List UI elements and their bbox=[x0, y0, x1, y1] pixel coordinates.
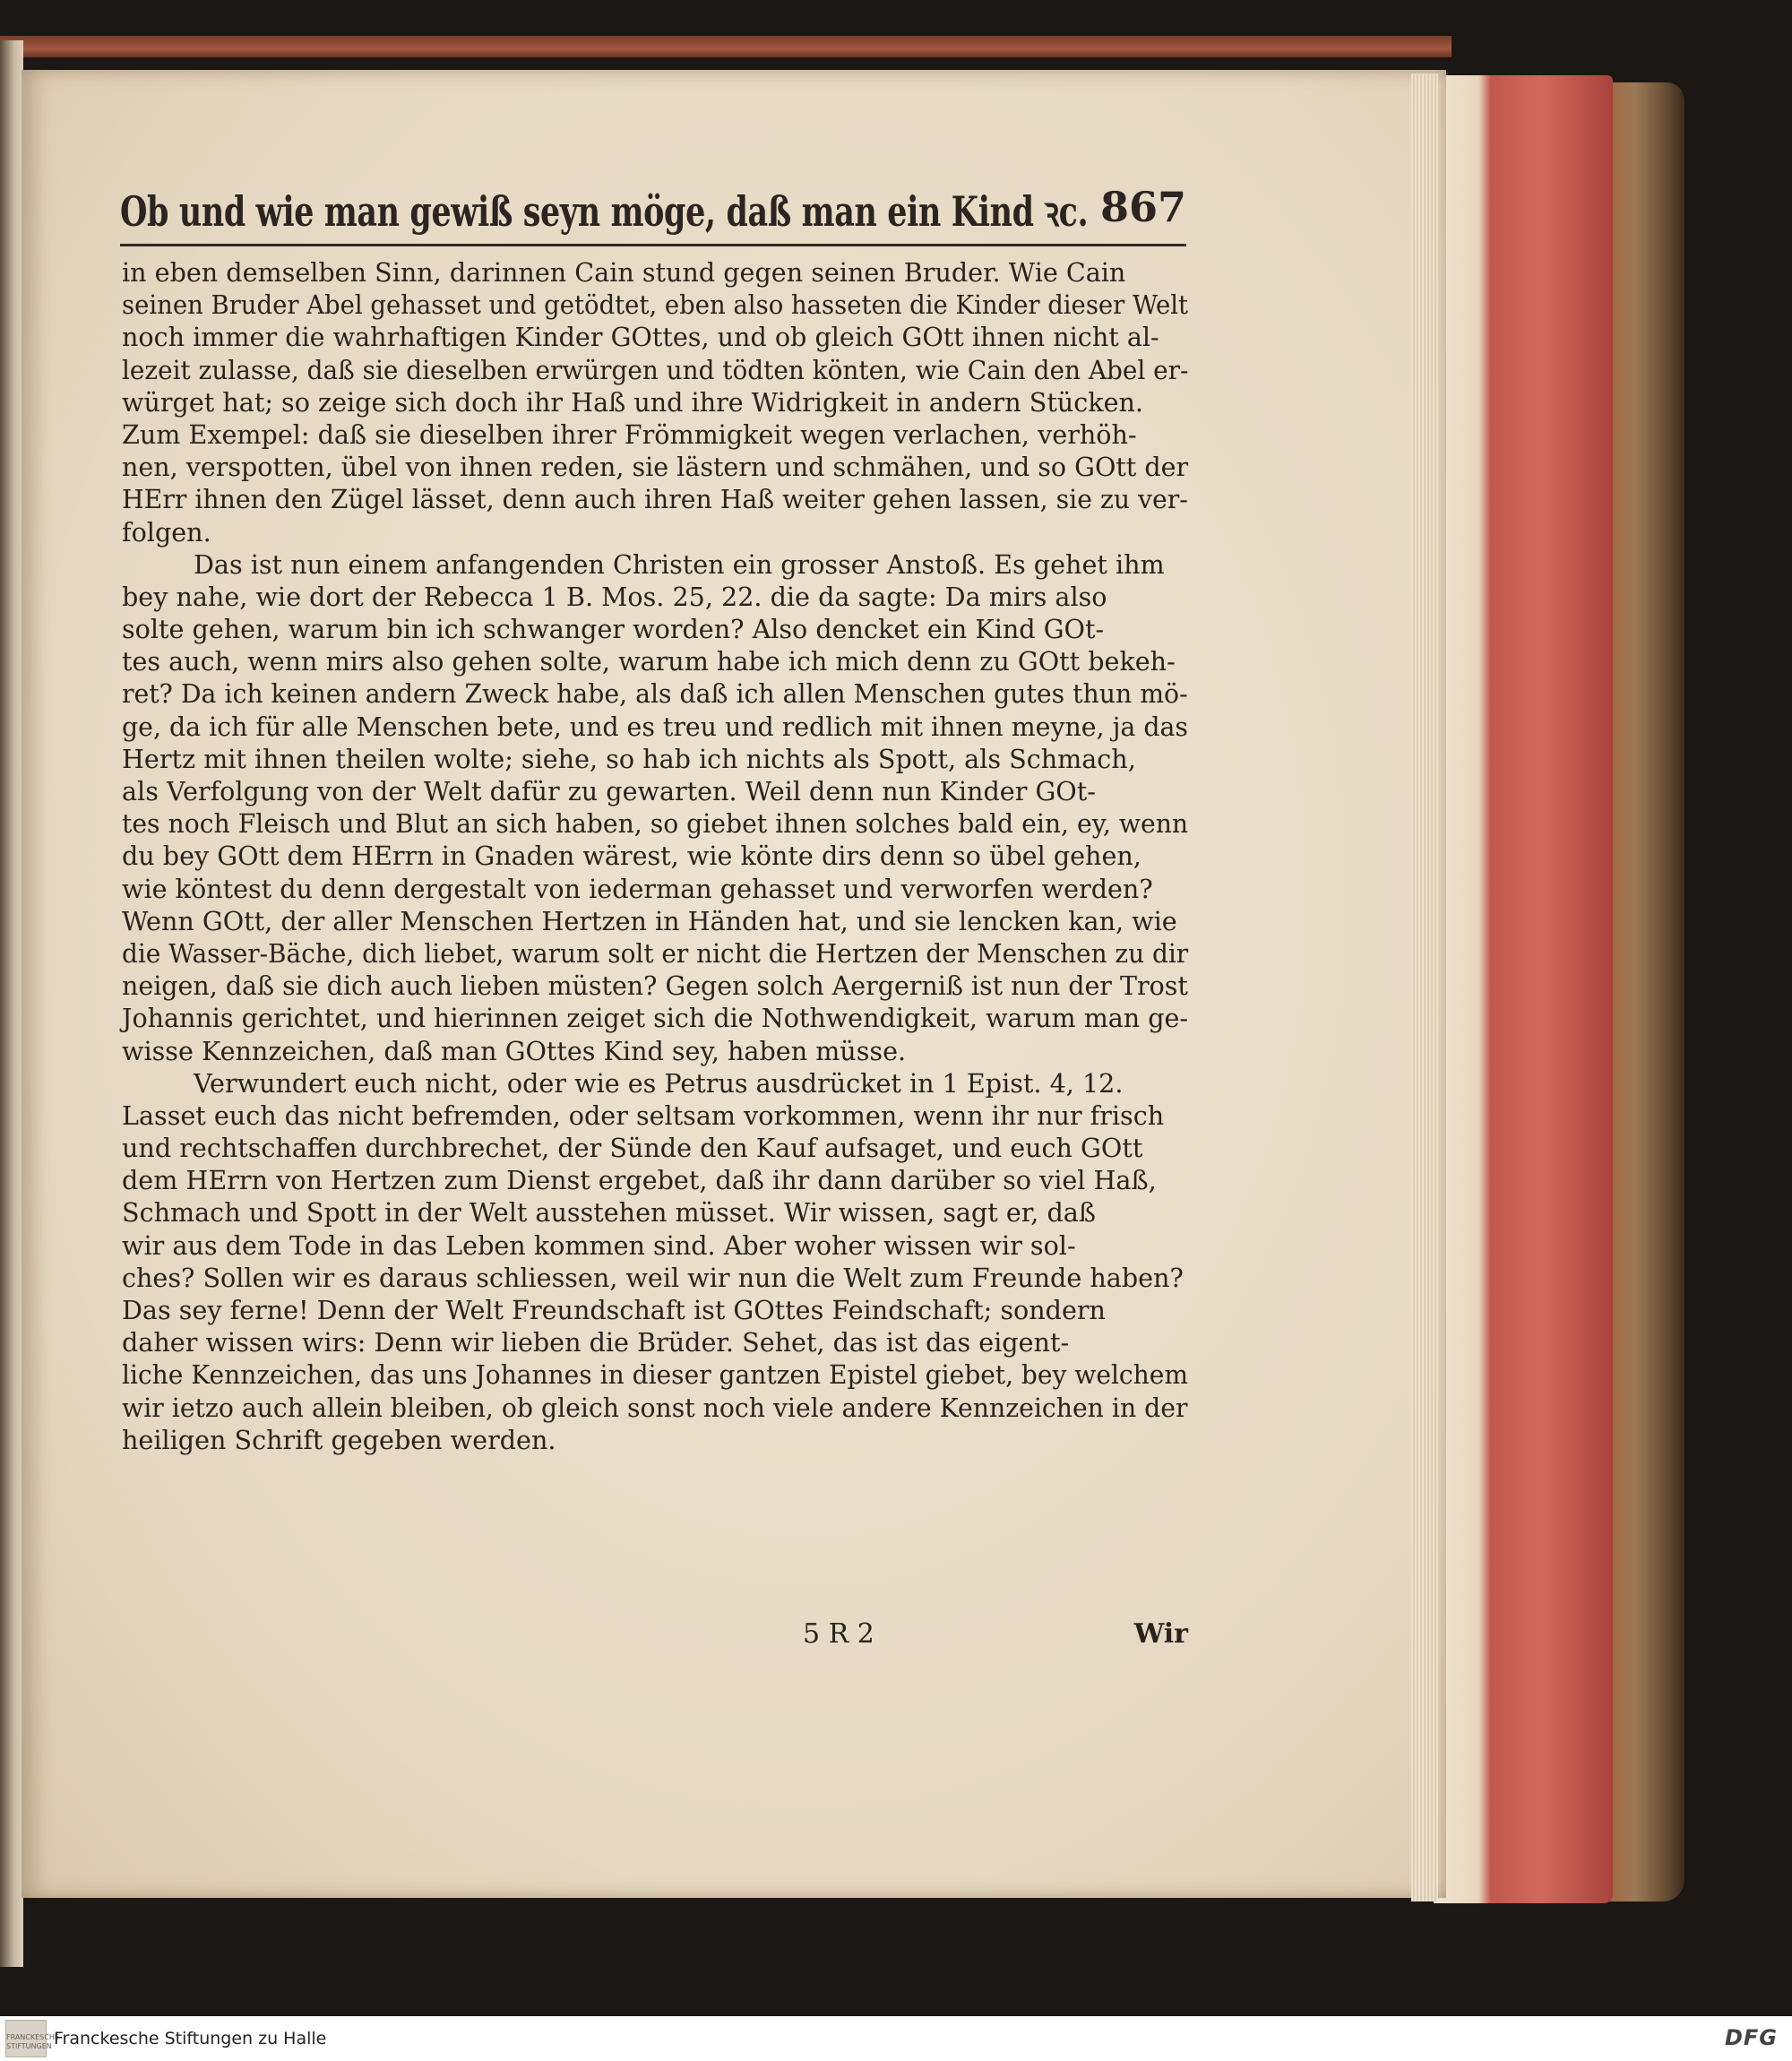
text-line: wisse Kennzeichen, daß man GOttes Kind sey, haben müsse. bbox=[122, 1035, 907, 1066]
text-line: in eben demselben Sinn, darinnen Cain stund gegen seinen Bruder. Wie Cain bbox=[122, 257, 1126, 288]
text-line: folgen. bbox=[122, 516, 211, 548]
text-line: ge, da ich für alle Menschen bete, und es treu und redlich mit ihnen meyne, ja das bbox=[122, 711, 1188, 742]
text-line: Hertz mit ihnen theilen wolte; siehe, so hab ich nichts als Spott, als Schmach, bbox=[122, 743, 1136, 774]
page-number: 867 bbox=[1099, 183, 1186, 231]
page-block-red-edge bbox=[1434, 75, 1613, 1903]
text-line: tes auch, wenn mirs also gehen solte, warum habe ich mich denn zu GOtt bekeh- bbox=[122, 646, 1176, 677]
text-line: neigen, daß sie dich auch lieben müsten? Gegen solch Aergerniß ist nun der Trost bbox=[122, 970, 1188, 1002]
text-line: Zum Exempel: daß sie dieselben ihrer Frömmigkeit wegen verlachen, verhöh- bbox=[122, 418, 1137, 450]
viewer-statusbar bbox=[0, 2016, 1792, 2061]
text-line: noch immer die wahrhaftigen Kinder GOttes, und ob gleich GOtt ihnen nicht al- bbox=[122, 322, 1159, 353]
text-line: als Verfolgung von der Welt dafür zu gewarten. Weil denn nun Kinder GOt- bbox=[122, 776, 1096, 806]
text-line: tes noch Fleisch und Blut an sich haben, so giebet ihnen solches bald ein, ey, wenn bbox=[122, 808, 1189, 840]
text-line: wir aus dem Tode in das Leben kommen sind. Aber woher wissen wir sol- bbox=[122, 1229, 1076, 1261]
text-line: wie köntest du denn dergestalt von iederman gehasset und verworfen werden? bbox=[122, 873, 1153, 904]
text-line: die Wasser-Bäche, dich liebet, warum solt er nicht die Hertzen der Menschen zu dir bbox=[122, 937, 1189, 969]
text-line: daher wissen wirs: Denn wir lieben die Brüder. Sehet, das ist das eigent- bbox=[122, 1327, 1070, 1358]
header-rule bbox=[120, 244, 1186, 246]
text-line: lezeit zulasse, daß sie dieselben erwürgen und tödten könten, wie Cain den Abel er- bbox=[122, 354, 1189, 385]
text-line: ches? Sollen wir es daraus schliessen, weil wir nun die Welt zum Freunde haben? bbox=[122, 1262, 1184, 1293]
institution-logo[interactable]: FRANCKESCHE STIFTUNGEN bbox=[5, 2020, 47, 2057]
text-line: HErr ihnen den Zügel lässet, denn auch ihren Haß weiter gehen lassen, sie zu ver- bbox=[122, 484, 1188, 515]
text-line: und rechtschaffen durchbrechet, der Sünde den Kauf aufsaget, und euch GOtt bbox=[122, 1133, 1143, 1164]
dfg-logo[interactable]: DFG bbox=[1724, 2025, 1778, 2050]
text-line: du bey GOtt dem HErrn in Gnaden wärest, wie könte dirs denn so übel gehen, bbox=[122, 841, 1142, 872]
text-line: würget hat; so zeige sich doch ihr Haß und ihre Widrigkeit in andern Stücken. bbox=[122, 386, 1143, 418]
text-line: solte gehen, warum bin ich schwanger worden? Also dencket ein Kind GOt- bbox=[122, 614, 1105, 645]
text-line: dem HErrn von Hertzen zum Dienst ergebet, daß ihr dann darüber so viel Haß, bbox=[122, 1165, 1157, 1196]
text-line: Das ist nun einem anfangenden Christen ein grosser Anstoß. Es gehet ihm bbox=[194, 548, 1165, 580]
text-line: heiligen Schrift gegeben werden. bbox=[122, 1424, 556, 1455]
binding-top bbox=[0, 36, 1452, 57]
body-text bbox=[122, 256, 1188, 1456]
text-line: nen, verspotten, übel von ihnen reden, sie lästern und schmähen, und so GOtt der bbox=[122, 452, 1189, 483]
text-line: Johannis gerichtet, und hierinnen zeiget sich die Nothwendigkeit, warum man ge- bbox=[122, 1003, 1189, 1034]
text-line: liche Kennzeichen, das uns Johannes in dieser gantzen Epistel giebet, bey welchem bbox=[122, 1359, 1188, 1391]
text-line: wir ietzo auch allein bleiben, ob gleich sonst noch viele andere Kennzeichen in der bbox=[122, 1392, 1188, 1423]
text-line: Das sey ferne! Denn der Welt Freundschaft ist GOttes Feindschaft; sondern bbox=[122, 1295, 1106, 1325]
page-footer bbox=[122, 1618, 1188, 1658]
left-page-edge bbox=[0, 40, 23, 1967]
text-line: Lasset euch das nicht befremden, oder seltsam vorkommen, wenn ihr nur frisch bbox=[122, 1099, 1165, 1131]
text-line: Wenn GOtt, der aller Menschen Hertzen in Händen hat, und sie lencken kan, wie bbox=[122, 905, 1177, 936]
text-line: Schmach und Spott in der Welt ausstehen müsset. Wir wissen, sagt er, daß bbox=[122, 1197, 1096, 1229]
running-title: Ob und wie man gewiß seyn möge, daß man ein Kind ꝛc. bbox=[120, 187, 1089, 236]
catchword: Wir bbox=[1133, 1618, 1188, 1650]
text-line: seinen Bruder Abel gehasset und getödtet, eben also hasseten die Kinder dieser Welt bbox=[122, 289, 1189, 321]
institution-name[interactable]: Franckesche Stiftungen zu Halle bbox=[54, 2029, 327, 2048]
running-header bbox=[120, 176, 1186, 238]
text-line: ret? Da ich keinen andern Zweck habe, als daß ich allen Menschen gutes thun mö- bbox=[122, 678, 1188, 710]
signature-mark: 5 R 2 bbox=[803, 1618, 874, 1650]
text-line: bey nahe, wie dort der Rebecca 1 B. Mos. 25, 22. die da sagte: Da mirs also bbox=[122, 581, 1107, 612]
text-line: Verwundert euch nicht, oder wie es Petrus ausdrücket in 1 Epist. 4, 12. bbox=[194, 1067, 1124, 1099]
page-stack-edge bbox=[1411, 73, 1438, 1901]
